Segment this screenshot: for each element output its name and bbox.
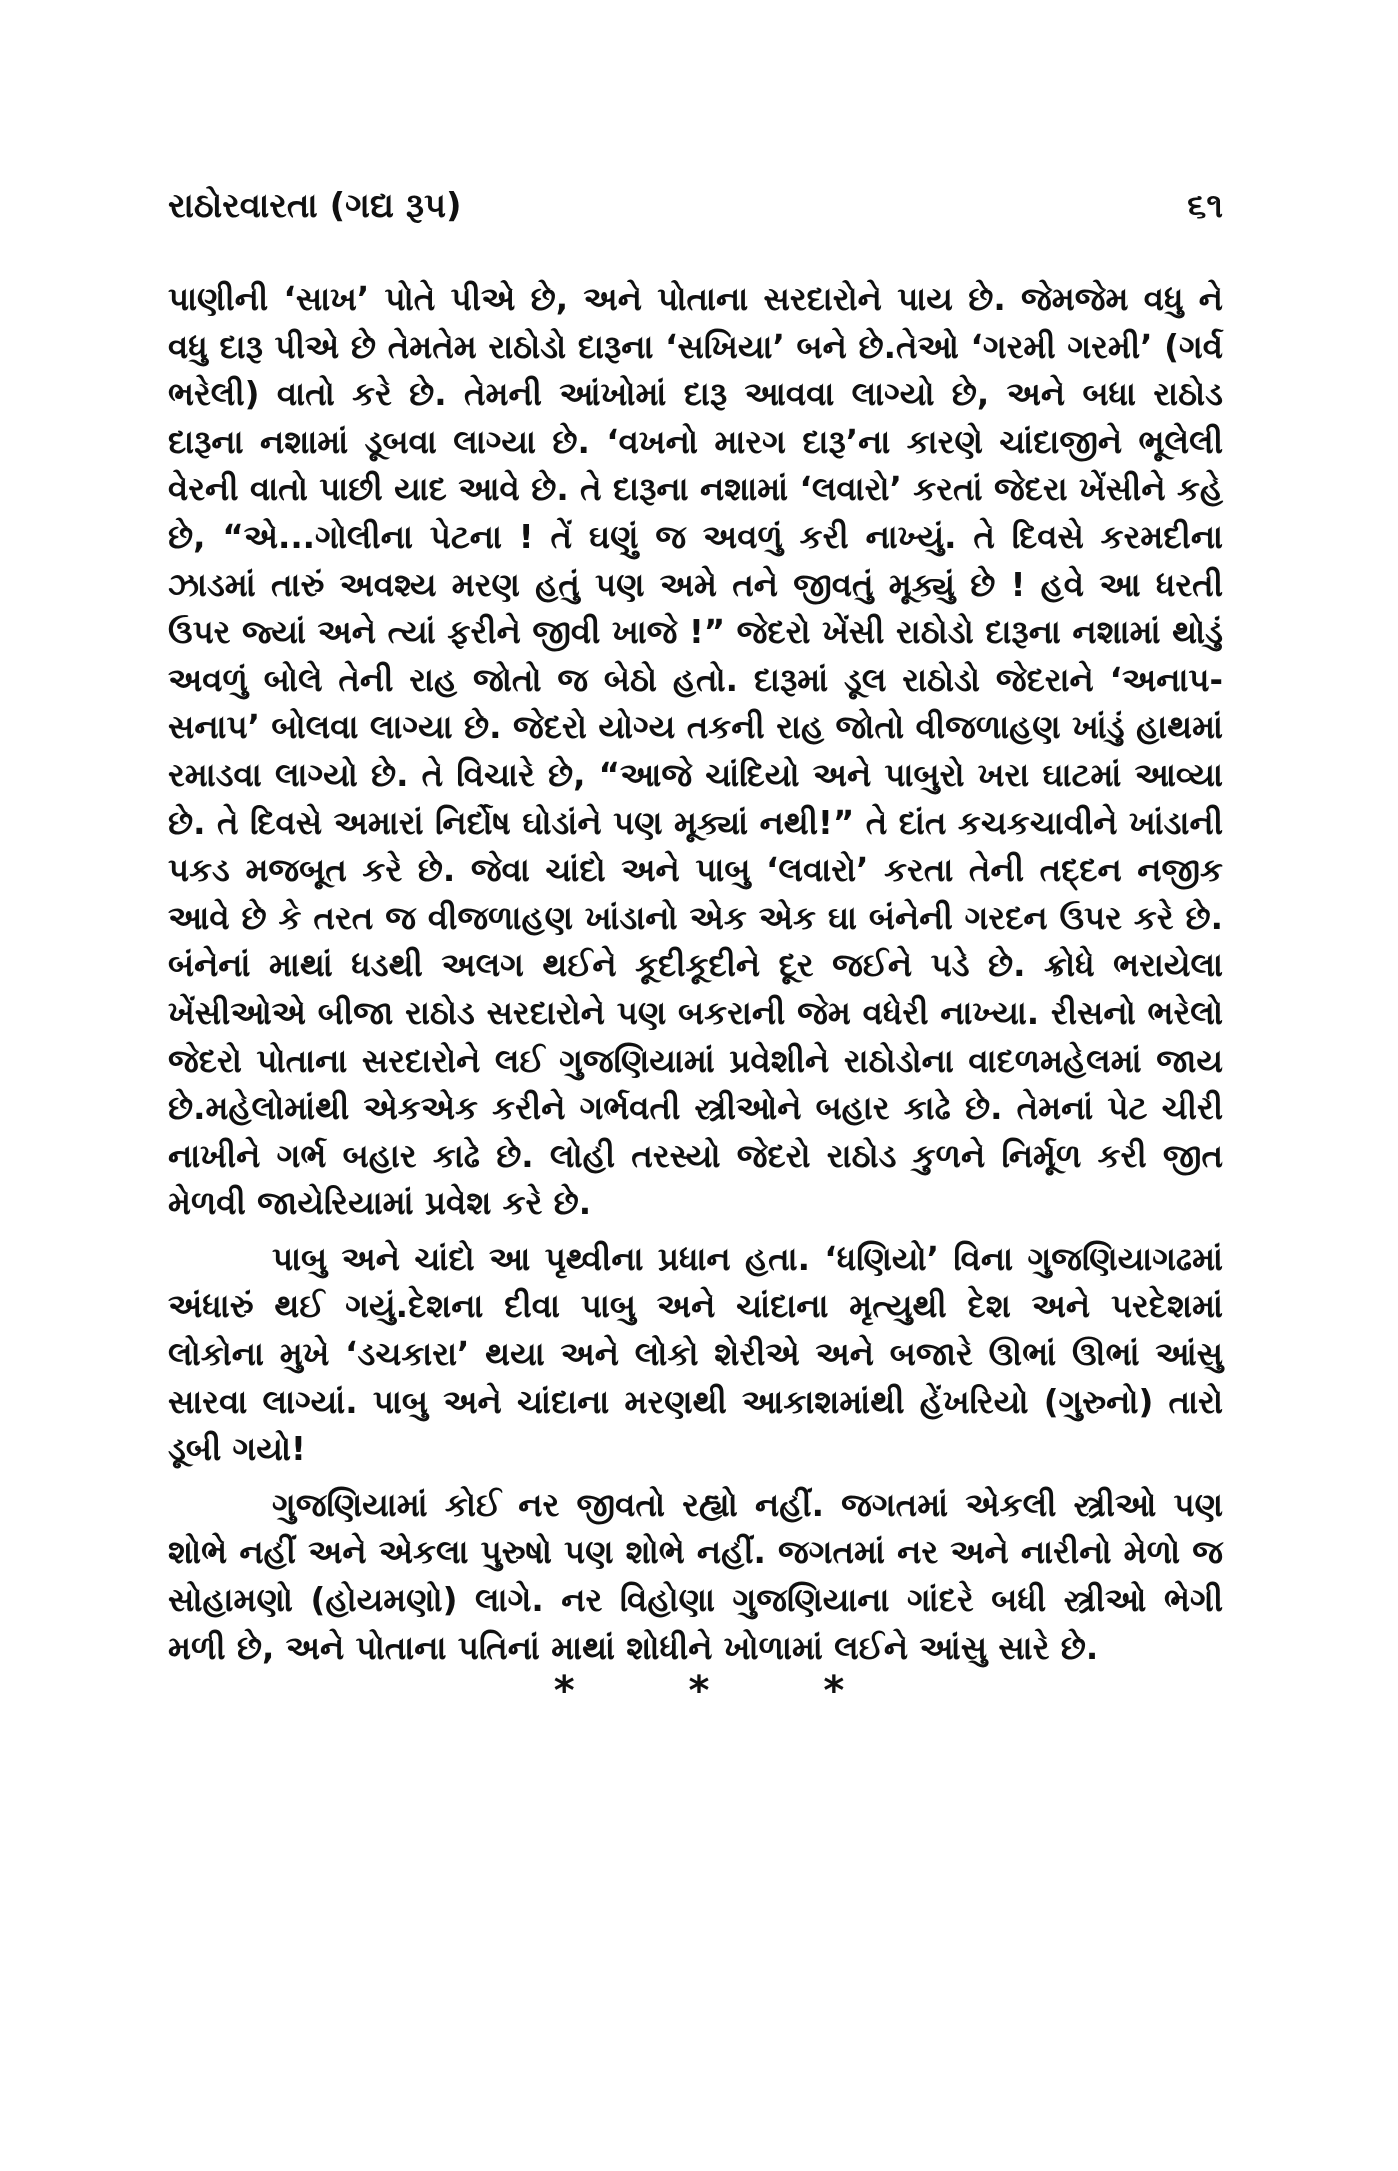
paragraph-1: પાણીની ‘સાખ’ પોતે પીએ છે, અને પોતાના સરદારોને પાય છે. જેમજેમ વધુ ને વધુ દારૂ પીએ છે તેમતેમ રાઠોડો દારૂના ‘સખિયા’ બને છે.તેઓ ‘ગરમી ગરમી’ (ગર્વ ભરેલી) વાતો કરે છે. તેમની આંખોમાં દારૂ આવવા લાગ્યો છે, અને બધા રાઠોડ દારૂના નશામાં ડૂબવા લાગ્યા છે. ‘વખનો મારગ દારૂ’ના કારણે ચાંદાજીને ભૂલેલી વેરની વાતો પાછી યાદ આવે છે. તે દારૂના નશામાં ‘લવારો’ કરતાં જેદરા ખેંસીને કહે છે, “એ...ગોલીના પેટના ! તેં ઘણું જ અવળું કરી નાખ્યું. તે દિવસે કરમદીના ઝાડમાં તારું અવશ્ય મરણ હતું પણ અમે તને જીવતું મૂક્યું છે ! હવે આ ધરતી ઉપર જ્યાં અને ત્યાં ફરીને જીવી ખાજે !” જેદરો ખેંસી રાઠોડો દારૂના નશામાં થોડું અવળું બોલે તેની રાહ જોતો જ બેઠો હતો. દારૂમાં ડૂલ રાઠોડો જેદરાને ‘અનાપ-સનાપ’ બોલવા લાગ્યા છે. જેદરો યોગ્ય તકની રાહ જોતો વીજળાહણ ખાંડું હાથમાં રમાડવા લાગ્યો છે. તે વિચારે છે, “આજે ચાંદિયો અને પાબુરો ખરા ઘાટમાં આવ્યા છે. તે દિવસે અમારાં નિર્દોષ ઘોડાંને પણ મૂક્યાં નથી!” તે દાંત કચકચાવીને ખાંડાની પકડ મજબૂત કરે છે. જેવા ચાંદો અને પાબુ ‘લવારો’ કરતા તેની તદ્દન નજીક આવે છે કે તરત જ વીજળાહણ ખાંડાનો એક એક ઘા બંનેની ગરદન ઉપર કરે છે. બંનેનાં માથાં ધડથી અલગ થઈને કૂદીકૂદીને દૂર જઈને પડે છે. ક્રોધે ભરાયેલા ખેંસીઓએ બીજા રાઠોડ સરદારોને પણ બકરાની જેમ વધેરી નાખ્યા. રીસનો ભરેલો જેદરો પોતાના સરદારોને લઈ ગુજણિયામાં પ્રવેશીને રાઠોડોના વાદળમહેલમાં જાય છે.મહેલોમાંથી એકએક કરીને ગર્ભવતી સ્ત્રીઓને બહાર કાઢે છે. તેમનાં પેટ ચીરી નાખીને ગર્ભ બહાર કાઢે છે. લોહી તરસ્યો જેદરો રાઠોડ કુળને નિર્મૂળ કરી જીત મેળવી જાયેરિયામાં પ્રવેશ કરે છે. [168,280,1223,1223]
page-number: ૬૧ [1187,186,1223,226]
paragraph-3: ગુજણિયામાં કોઈ નર જીવતો રહ્યો નહીં. જગતમાં એકલી સ્ત્રીઓ પણ શોભે નહીં અને એકલા પુરુષો પણ શોભે નહીં. જગતમાં નર અને નારીનો મેળો જ સોહામણો (હોયમણો) લાગે. નર વિહોણા ગુજણિયાના ગાંદરે બધી સ્ત્રીઓ ભેગી મળી છે, અને પોતાના પતિનાં માથાં શોધીને ખોળામાં લઈને આંસુ સારે છે. [168,1485,1223,1667]
paragraph-2: પાબુ અને ચાંદો આ પૃથ્વીના પ્રધાન હતા. ‘ધણિયો’ વિના ગુજણિયાગઢમાં અંધારું થઈ ગયું.દેશના દીવા પાબુ અને ચાંદાના મૃત્યુથી દેશ અને પરદેશમાં લોકોના મુખે ‘ડચકારા’ થયા અને લોકો શેરીએ અને બજારે ઊભાં ઊભાં આંસુ સારવા લાગ્યાં. પાબુ અને ચાંદાના મરણથી આકાશમાંથી હેંખરિયો (ગુરુનો) તારો ડૂબી ગયો! [168,1239,1223,1469]
running-head [168,186,1223,246]
section-separator: * * * [553,1668,895,1714]
body-text [168,276,1223,1672]
chapter-title: રાઠોરવારતા (ગદ્ય રૂપ) [168,186,462,226]
